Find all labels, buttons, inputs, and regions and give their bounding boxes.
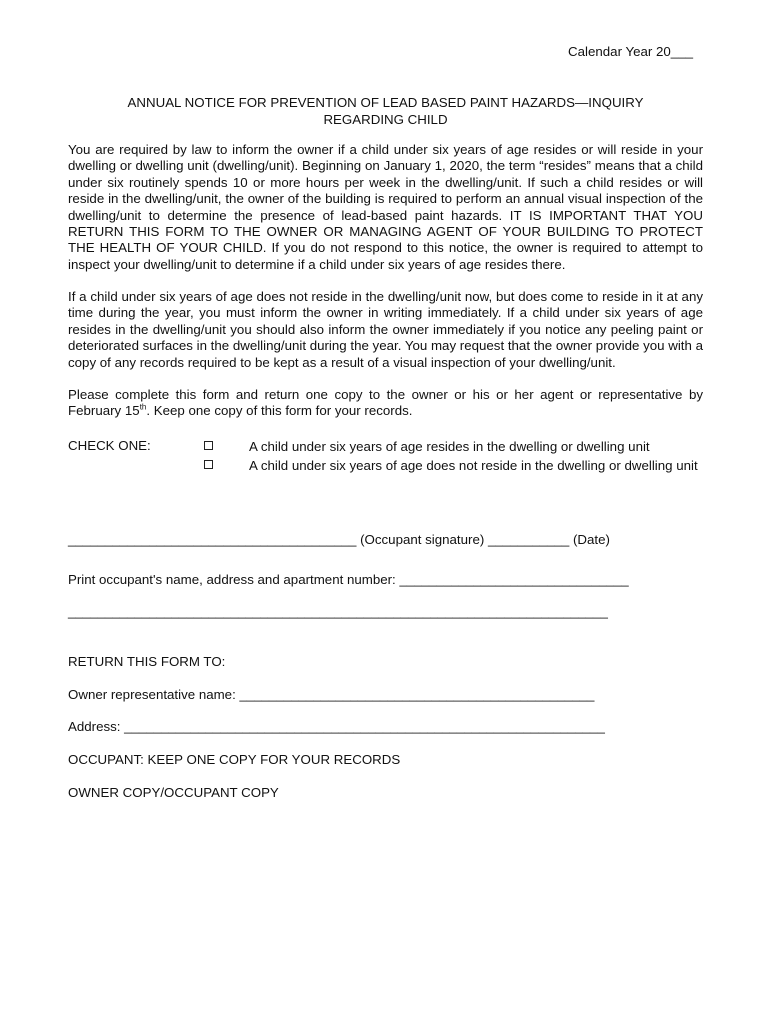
checkbox-child-not-resides[interactable] <box>204 460 213 469</box>
instructions-text-end: . Keep one copy of this form for your records. <box>146 403 413 419</box>
owner-address-field[interactable]: Address: _________________________________________________________________ <box>68 719 605 734</box>
signature-date-field[interactable]: _______________________________________ (Occupant signature) ___________ (Date) <box>68 532 610 547</box>
calendar-year: Calendar Year 20___ <box>568 44 693 59</box>
checkbox-child-resides[interactable] <box>204 441 213 450</box>
keep-copy-notice: OCCUPANT: KEEP ONE COPY FOR YOUR RECORDS <box>68 752 401 767</box>
option-child-resides-label: A child under six years of age resides in the dwelling or dwelling unit <box>249 439 650 454</box>
return-form-label: RETURN THIS FORM TO: <box>68 654 226 669</box>
owner-representative-field[interactable]: Owner representative name: ________________________________________________ <box>68 687 595 702</box>
form-title-line-2: REGARDING CHILD <box>323 112 448 127</box>
ordinal-suffix: th <box>139 402 147 412</box>
legal-notice-paragraph: You are required by law to inform the owner if a child under six years of age resides or will reside in your dwelling or dwelling unit (dwelling/unit). Beginning on January 1, 2020, the term “resides” means that a child under six routinely spends 10 or more hours per week in the dwelling/unit. If such a child resides or will reside in the dwelling/unit, the owner of the building is required to perform an annual visual inspection of the dwelling/unit to determine the presence of lead-based paint hazards. IT IS IMPORTANT THAT YOU RETURN THIS FORM TO THE OWNER OR MANAGING AGENT OF YOUR BUILDING TO PROTECT THE HEALTH OF YOUR CHILD. If you do not respond to this notice, the owner is required to attempt to inspect your dwelling/unit to determine if a child under six years of age resides there. <box>68 142 703 272</box>
form-title <box>68 94 703 128</box>
occupant-address-continuation-field[interactable]: _________________________________________________________________________ <box>68 604 608 619</box>
check-one-label: CHECK ONE: <box>68 438 151 453</box>
reporting-paragraph: If a child under six years of age does not reside in the dwelling/unit now, but does come to reside in it at any time during the year, you must inform the owner in writing immediately. If a child under six years of age resides in the dwelling/unit you should also inform the owner immediately if you notice any peeling paint or deteriorated surfaces in the dwelling/unit during the year. You may request that the owner provide you with a copy of any records required to be kept as a result of a visual inspection of your dwelling/unit. <box>68 289 703 370</box>
instructions-text: Please complete this form and return one copy to the owner or his or her agent or representative by February 15 <box>68 387 703 419</box>
instructions-paragraph <box>68 387 703 420</box>
form-title-line-1: ANNUAL NOTICE FOR PREVENTION OF LEAD BASED PAINT HAZARDS—INQUIRY <box>127 95 644 110</box>
option-child-not-resides-label: A child under six years of age does not reside in the dwelling or dwelling unit <box>249 458 698 473</box>
occupant-name-address-field[interactable]: Print occupant's name, address and apartment number: _______________________________ <box>68 572 629 587</box>
copy-designation: OWNER COPY/OCCUPANT COPY <box>68 785 279 800</box>
